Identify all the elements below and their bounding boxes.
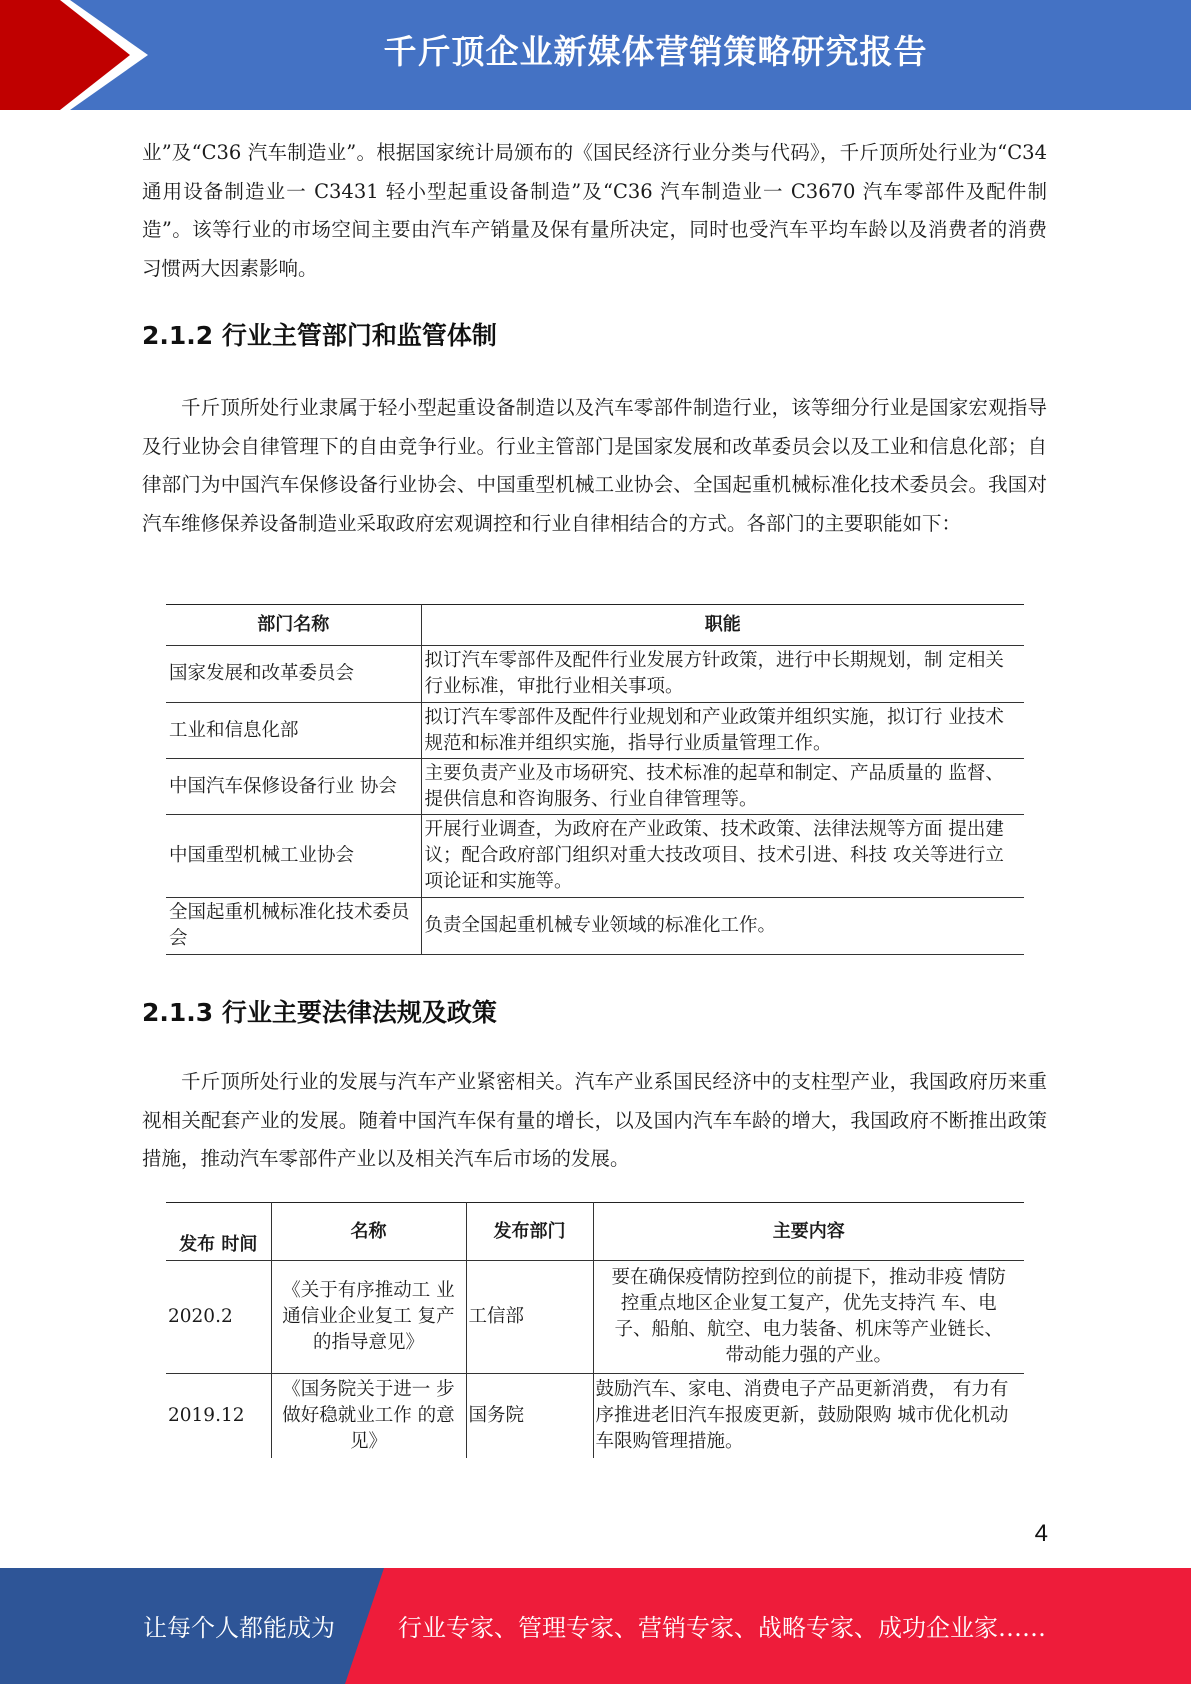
- department-name: 国家发展和改革委员会: [166, 646, 421, 703]
- policy-name: 《国务院关于进一 步做好稳就业工作 的意见》: [271, 1374, 466, 1458]
- department-name: 中国重型机械工业协会: [166, 815, 421, 898]
- header-banner: [0, 0, 1191, 110]
- table-row: [166, 1374, 1024, 1458]
- policy-content: 鼓励汽车、家电、消费电子产品更新消费， 有力有序推进老旧汽车报废更新，鼓励限购 城市优化机动车限购管理措施。: [595, 1378, 1009, 1452]
- policy-content: 要在确保疫情防控到位的前提下，推动非疫 情防控重点地区企业复工复产，优先支持汽 车、电子、船舶、航空、电力装备、机床等产业链长、带动能力强的产业。: [593, 1261, 1024, 1374]
- policy-table: [166, 1202, 1024, 1458]
- policy-department: 国务院: [466, 1374, 593, 1458]
- department-duties-table: [166, 604, 1024, 955]
- department-name: 中国汽车保修设备行业 协会: [166, 759, 421, 815]
- table-row: [166, 759, 1024, 815]
- department-name: 全国起重机械标准化技术委员会: [166, 898, 421, 955]
- department-name: 工业和信息化部: [166, 703, 421, 759]
- section-2-1-3-paragraph: 千斤顶所处行业的发展与汽车产业紧密相关。汽车产业系国民经济中的支柱型产业，我国政府历来重视相关配套产业的发展。随着中国汽车保有量的增长，以及国内汽车车龄的增大，我国政府不断推出政策措施，推动汽车零部件产业以及相关汽车后市场的发展。: [142, 1070, 1047, 1170]
- report-title: 千斤顶企业新媒体营销策略研究报告: [383, 32, 928, 71]
- table-header-row: [166, 605, 1024, 646]
- policy-department: 工信部: [466, 1261, 593, 1374]
- section-heading-2-1-3: 2.1.3 行业主要法律法规及政策: [142, 998, 497, 1027]
- intro-paragraph: 业”及“C36 汽车制造业”。根据国家统计局颁布的《国民经济行业分类与代码》，千斤顶所处行业为“C34 通用设备制造业一 C3431 轻小型起重设备制造”及“C36 汽车制造业一 C3670 汽车零部件及配件制造”。该等行业的市场空间主要由汽车产销量及保有量所决定，同时也受汽车平均车龄以及消费者的消费习惯两大因素影响。: [142, 141, 1047, 280]
- table-row: [166, 646, 1024, 703]
- table-row: [166, 815, 1024, 898]
- department-duty: 拟订汽车零部件及配件行业规划和产业政策并组织实施，拟订行 业技术规范和标准并组织实施，指导行业质量管理工作。: [421, 703, 1024, 759]
- policy-date: 2019.12: [166, 1374, 271, 1458]
- policy-name: 《关于有序推动工 业通信业企业复工 复产的指导意见》: [271, 1261, 466, 1374]
- page-number: 4: [1034, 1520, 1048, 1547]
- department-duty: 拟订汽车零部件及配件行业发展方针政策，进行中长期规划，制 定相关行业标准，审批行业相关事项。: [421, 646, 1024, 703]
- column-header: 部门名称: [166, 605, 421, 646]
- policy-date: 2020.2: [166, 1261, 271, 1374]
- table-row: [166, 703, 1024, 759]
- footer-banner: [0, 1568, 1191, 1684]
- table-row: [166, 1261, 1024, 1374]
- column-header: 发布 时间: [166, 1203, 271, 1261]
- table-header-row: [166, 1203, 1024, 1261]
- section-2-1-2-paragraph: 千斤顶所处行业隶属于轻小型起重设备制造以及汽车零部件制造行业，该等细分行业是国家宏观指导及行业协会自律管理下的自由竞争行业。行业主管部门是国家发展和改革委员会以及工业和信息化部；自律部门为中国汽车保修设备行业协会、中国重型机械工业协会、全国起重机械标准化技术委员会。我国对汽车维修保养设备制造业采取政府宏观调控和行业自律相结合的方式。各部门的主要职能如下：: [142, 396, 1047, 535]
- department-duty: 主要负责产业及市场研究、技术标准的起草和制定、产品质量的 监督、提供信息和咨询服务、行业自律管理等。: [421, 759, 1024, 815]
- table-row: [166, 898, 1024, 955]
- column-header: 名称: [271, 1203, 466, 1261]
- column-header: 职能: [421, 605, 1024, 646]
- footer-slogan-left: 让每个人都能成为: [143, 1614, 335, 1642]
- column-header: 主要内容: [593, 1203, 1024, 1261]
- department-duty: 开展行业调查，为政府在产业政策、技术政策、法律法规等方面 提出建议；配合政府部门组织对重大技改项目、技术引进、科技 攻关等进行立项论证和实施等。: [421, 815, 1024, 898]
- column-header: 发布部门: [466, 1203, 593, 1261]
- department-duty: 负责全国起重机械专业领域的标准化工作。: [421, 898, 1024, 955]
- section-heading-2-1-2: 2.1.2 行业主管部门和监管体制: [142, 321, 497, 350]
- footer-slogan-right: 行业专家、管理专家、营销专家、战略专家、成功企业家……: [398, 1614, 1046, 1642]
